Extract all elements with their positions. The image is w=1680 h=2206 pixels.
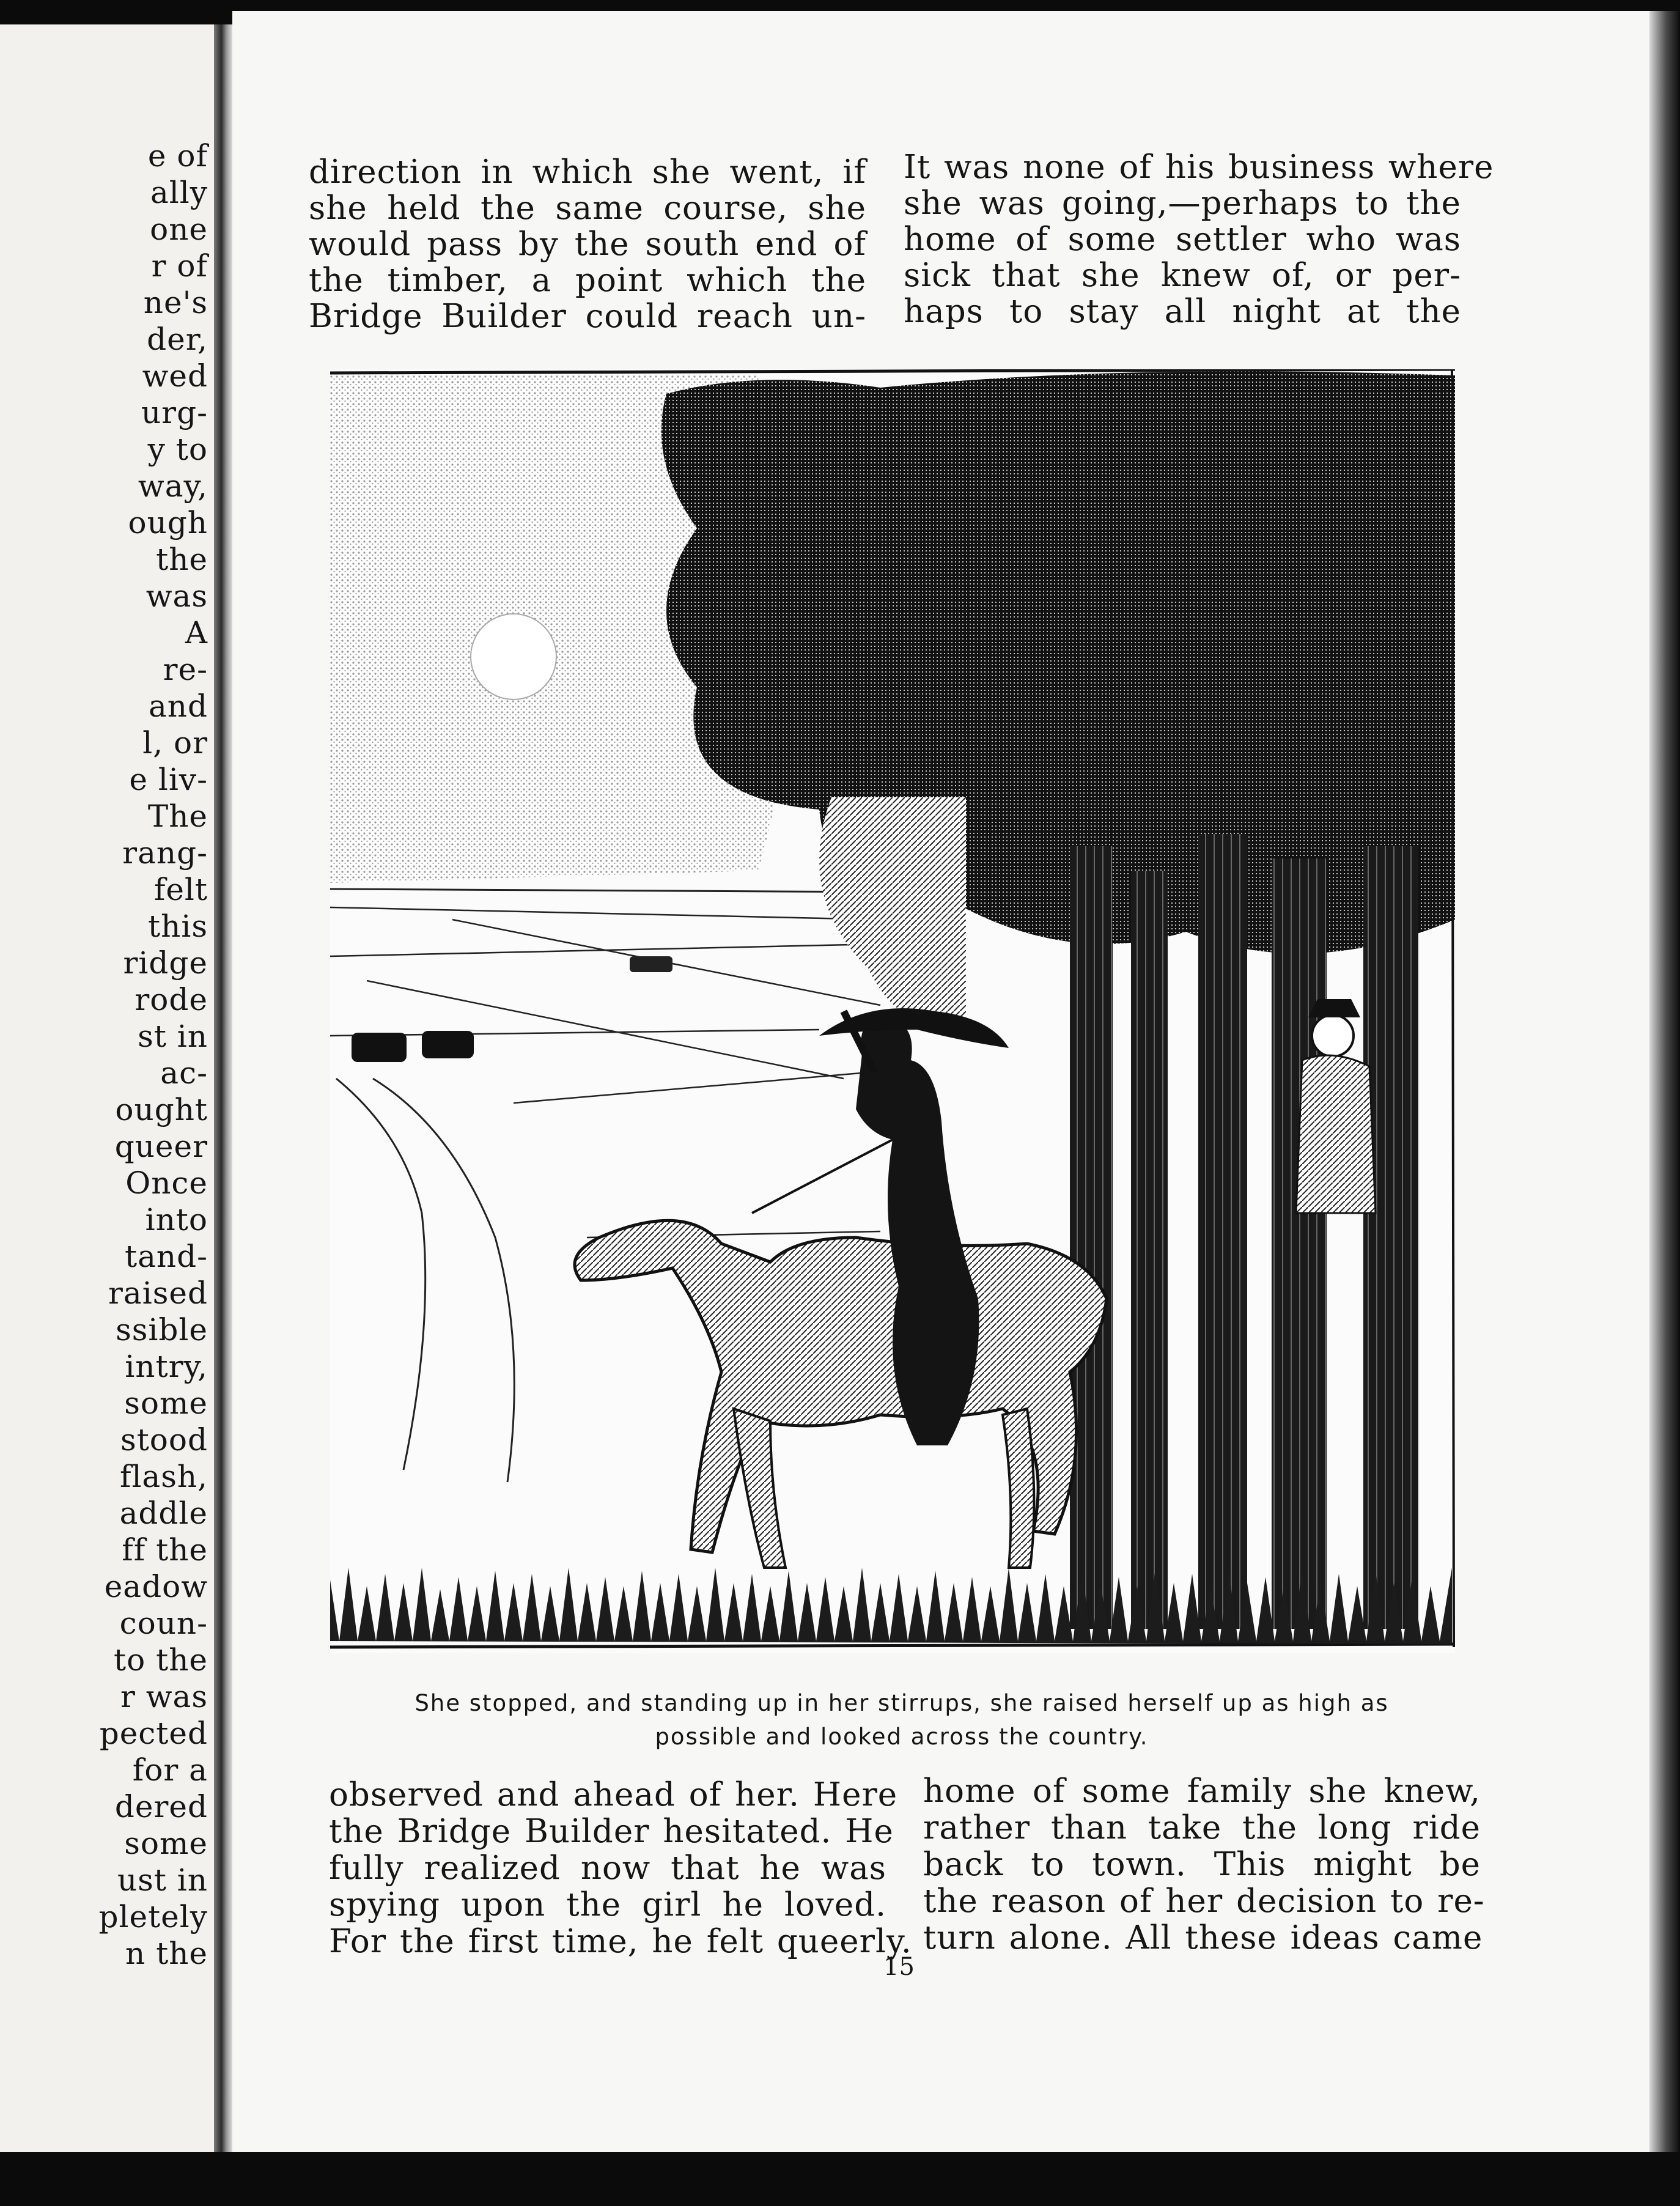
bottom-left-column	[329, 1776, 912, 1960]
left-page-fragment: some	[124, 1385, 208, 1421]
left-page-fragment: The	[147, 799, 208, 834]
left-page-fragment: to the	[114, 1642, 208, 1678]
left-page-fragment: ust in	[117, 1862, 208, 1898]
left-page-fragment: r was	[120, 1679, 208, 1714]
text-line: fully realized now that he was	[329, 1850, 886, 1887]
left-page-fragment: r of	[151, 248, 208, 284]
left-page-fragment: l, or	[142, 725, 208, 761]
tree-trunk	[1363, 846, 1418, 1629]
left-page-fragment: addle	[119, 1496, 208, 1531]
text-line: sick that she knew of, or per-	[904, 257, 1461, 294]
left-page-fragment: queer	[114, 1129, 208, 1164]
tree-trunk	[1070, 846, 1113, 1629]
left-page-fragment: raised	[108, 1275, 208, 1311]
text-line: observed and ahead of her. Here	[329, 1776, 898, 1813]
left-page-fragment: felt	[153, 872, 208, 907]
text-line: direction in which she went, if	[309, 153, 866, 191]
text-line: the reason of her decision to re-	[923, 1883, 1485, 1920]
text-line: home of some settler who was	[904, 221, 1461, 258]
left-page-fragment: one	[150, 212, 208, 247]
top-right-column	[904, 149, 1494, 330]
left-page-fragment: urg-	[141, 395, 208, 430]
left-page-fragment: st in	[138, 1019, 208, 1054]
sun	[471, 614, 556, 699]
illustration-caption	[324, 1686, 1479, 1754]
left-page-fragment: this	[148, 909, 208, 944]
left-page-fragment: for a	[132, 1752, 208, 1788]
car	[630, 956, 672, 972]
left-page-fragment: y to	[147, 432, 208, 467]
man-hat	[1308, 999, 1360, 1017]
illustration	[330, 369, 1455, 1653]
text-line: the Bridge Builder hesitated. He	[329, 1813, 894, 1850]
left-page-fragment: stood	[120, 1422, 208, 1458]
text-line: turn alone. All these ideas came	[923, 1919, 1483, 1957]
left-page-fragment: re-	[163, 652, 208, 687]
left-page-fragment: way,	[138, 468, 208, 504]
left-page-fragment: pected	[99, 1716, 208, 1751]
left-page-fragment: tand-	[124, 1239, 208, 1274]
left-page-fragment: ac-	[160, 1055, 208, 1091]
left-page-fragment: ought	[115, 1092, 208, 1127]
left-page-fragment: der,	[147, 322, 208, 357]
text-line: would pass by the south end of	[309, 226, 866, 263]
left-page-fragment: and	[148, 688, 208, 724]
page-number: 15	[883, 1953, 915, 1981]
text-line: For the first time, he felt queerly.	[329, 1923, 912, 1960]
left-page-fragment: intry,	[125, 1349, 208, 1384]
text-line: back to town. This might be	[923, 1846, 1481, 1883]
left-page-fragment: Once	[125, 1165, 208, 1201]
bottom-right-column	[923, 1773, 1485, 1957]
caption-line: possible and looked across the country.	[655, 1724, 1149, 1750]
text-line: home of some family she knew,	[923, 1773, 1481, 1810]
left-page-fragment: rode	[134, 982, 208, 1017]
text-line: she held the same course, she	[309, 190, 866, 227]
left-page-fragment: wed	[142, 358, 208, 394]
left-page-fragment: flash,	[119, 1459, 208, 1494]
man-head	[1312, 1015, 1354, 1057]
left-page-fragment: pletely	[98, 1899, 208, 1935]
left-page-fragment: ff the	[122, 1532, 208, 1568]
tree-trunk	[1198, 834, 1247, 1629]
tree-trunk	[1272, 858, 1327, 1629]
text-line: rather than take the long ride	[923, 1809, 1481, 1846]
left-page-fragment: ridge	[123, 945, 208, 981]
left-page-fragment: e liv-	[129, 762, 208, 797]
left-page-fragment: eadow	[104, 1569, 208, 1604]
left-page-fragment: some	[124, 1826, 208, 1861]
left-page-fragment: A	[185, 615, 208, 651]
text-line: spying upon the girl he loved.	[329, 1886, 886, 1924]
left-page-fragment: ally	[150, 175, 208, 210]
tree-trunk	[1131, 871, 1168, 1629]
left-facing-page	[0, 24, 214, 2152]
top-left-column	[309, 154, 866, 334]
left-page-fragment: was	[146, 578, 208, 614]
left-page-fragment: rang-	[122, 835, 208, 871]
left-page-fragment: ssible	[116, 1312, 208, 1348]
text-line: haps to stay all night at the	[904, 293, 1461, 330]
text-line: Bridge Builder could reach un-	[309, 298, 866, 335]
left-page-fragment: coun-	[119, 1606, 208, 1641]
text-line: she was going,—perhaps to the	[904, 185, 1461, 222]
left-page-fragment: into	[145, 1202, 208, 1238]
car	[422, 1031, 474, 1058]
left-page-fragment: ne's	[143, 285, 208, 320]
caption-line: She stopped, and standing up in her stirrups, she raised herself up as high as	[414, 1690, 1389, 1716]
left-page-fragment: the	[156, 542, 208, 577]
text-line: the timber, a point which the	[309, 262, 866, 299]
text-line: It was none of his business where	[904, 149, 1494, 186]
page-edge-shadow	[1649, 11, 1680, 2152]
left-page-fragment: ough	[128, 505, 208, 540]
man-body	[1296, 1055, 1376, 1213]
car	[352, 1033, 407, 1062]
left-page-fragment: dered	[114, 1789, 208, 1824]
left-page-fragment: e of	[147, 138, 208, 174]
left-page-fragment: n the	[125, 1936, 208, 1971]
page-gutter	[214, 24, 232, 2152]
